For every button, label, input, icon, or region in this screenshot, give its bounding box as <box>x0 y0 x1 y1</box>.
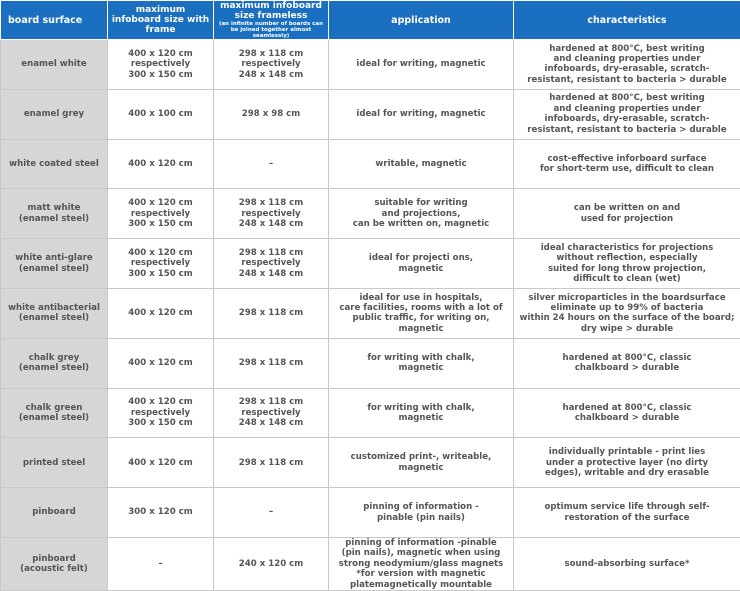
header-size-frameless <box>214 1 329 40</box>
cell-size-with-frame: 400 x 120 cm respectively 300 x 150 cm <box>108 189 214 239</box>
cell-board-surface: printed steel <box>1 438 108 488</box>
cell-characteristics: optimum service life through self- restoration of the surface <box>514 488 740 538</box>
table-row <box>1 239 740 289</box>
cell-application: for writing with chalk, magnetic <box>329 388 514 438</box>
cell-application: writable, magnetic <box>329 139 514 189</box>
cell-size-with-frame: 400 x 120 cm <box>108 338 214 388</box>
cell-characteristics: can be written on and used for projection <box>514 189 740 239</box>
cell-characteristics: sound-absorbing surface* <box>514 537 740 590</box>
table-row <box>1 388 740 438</box>
cell-board-surface: chalk grey (enamel steel) <box>1 338 108 388</box>
cell-size-with-frame: – <box>108 537 214 590</box>
cell-board-surface: white antibacterial (enamel steel) <box>1 288 108 338</box>
header-size-with-frame <box>108 1 214 40</box>
cell-characteristics: individually printable - print lies under a protective layer (no dirty edges), writable and dry erasable <box>514 438 740 488</box>
table-row <box>1 89 740 139</box>
cell-application: pinning of information - pinable (pin nails) <box>329 488 514 538</box>
table-row <box>1 438 740 488</box>
cell-characteristics: cost-effective inforboard surface for short-term use, difficult to clean <box>514 139 740 189</box>
header-board-surface: board surface <box>1 1 108 40</box>
header-size-frameless-label: maximum infoboard size frameless <box>216 1 326 21</box>
cell-size-frameless: 298 x 98 cm <box>214 89 329 139</box>
cell-size-frameless: 298 x 118 cm respectively 248 x 148 cm <box>214 40 329 90</box>
header-row <box>1 1 740 40</box>
cell-characteristics: silver microparticles in the boardsurface eliminate up to 99% of bacteria within 24 hours on the surface of the board; dry wipe > durable <box>514 288 740 338</box>
cell-size-frameless: 298 x 118 cm respectively 248 x 148 cm <box>214 388 329 438</box>
cell-characteristics: hardened at 800°C, best writing and cleaning properties under infoboards, dry-erasable, scratch- resistant, resistant to bacteria > durable <box>514 89 740 139</box>
cell-characteristics: ideal characteristics for projections without reflection, especially suited for long throw projection, difficult to clean (wet) <box>514 239 740 289</box>
cell-board-surface: chalk green (enamel steel) <box>1 388 108 438</box>
table-row <box>1 537 740 590</box>
cell-characteristics: hardened at 800°C, classic chalkboard > durable <box>514 388 740 438</box>
cell-application: ideal for use in hospitals, care facilities, rooms with a lot of public traffic, for writing on, magnetic <box>329 288 514 338</box>
header-characteristics: characteristics <box>514 1 740 40</box>
cell-size-frameless: – <box>214 139 329 189</box>
cell-size-with-frame: 400 x 120 cm <box>108 139 214 189</box>
cell-size-with-frame: 400 x 120 cm <box>108 438 214 488</box>
cell-application: for writing with chalk, magnetic <box>329 338 514 388</box>
table-row <box>1 189 740 239</box>
cell-application: ideal for writing, magnetic <box>329 40 514 90</box>
cell-size-frameless: 298 x 118 cm respectively 248 x 148 cm <box>214 239 329 289</box>
cell-size-with-frame: 400 x 120 cm <box>108 288 214 338</box>
cell-characteristics: hardened at 800°C, classic chalkboard > durable <box>514 338 740 388</box>
table-row <box>1 288 740 338</box>
cell-board-surface: pinboard (acoustic felt) <box>1 537 108 590</box>
cell-application: pinning of information -pinable (pin nails), magnetic when using strong neodymium/glass magnets *for version with magnetic platemagnetically mountable <box>329 537 514 590</box>
cell-size-with-frame: 400 x 100 cm <box>108 89 214 139</box>
cell-size-with-frame: 300 x 120 cm <box>108 488 214 538</box>
cell-size-frameless: 298 x 118 cm respectively 248 x 148 cm <box>214 189 329 239</box>
table-row <box>1 40 740 90</box>
cell-application: customized print-, writeable, magnetic <box>329 438 514 488</box>
cell-size-frameless: 298 x 118 cm <box>214 288 329 338</box>
header-application: application <box>329 1 514 40</box>
cell-board-surface: pinboard <box>1 488 108 538</box>
cell-size-with-frame: 400 x 120 cm respectively 300 x 150 cm <box>108 239 214 289</box>
cell-board-surface: enamel grey <box>1 89 108 139</box>
cell-size-frameless: 298 x 118 cm <box>214 338 329 388</box>
cell-size-frameless: 298 x 118 cm <box>214 438 329 488</box>
cell-size-frameless: 240 x 120 cm <box>214 537 329 590</box>
table-row <box>1 488 740 538</box>
cell-board-surface: matt white (enamel steel) <box>1 189 108 239</box>
cell-size-with-frame: 400 x 120 cm respectively 300 x 150 cm <box>108 40 214 90</box>
cell-board-surface: white anti-glare (enamel steel) <box>1 239 108 289</box>
cell-board-surface: enamel white <box>1 40 108 90</box>
cell-application: suitable for writing and projections, can be written on, magnetic <box>329 189 514 239</box>
cell-board-surface: white coated steel <box>1 139 108 189</box>
cell-size-frameless: – <box>214 488 329 538</box>
cell-size-with-frame: 400 x 120 cm respectively 300 x 150 cm <box>108 388 214 438</box>
header-size-with-frame-label: maximum infoboard size with frame <box>110 5 211 35</box>
table-row <box>1 338 740 388</box>
header-frameless-note: (an infinite number of boards can be joined together almost seamlessly) <box>216 21 326 39</box>
cell-application: ideal for projecti ons, magnetic <box>329 239 514 289</box>
cell-characteristics: hardened at 800°C, best writing and cleaning properties under infoboards, dry-erasable, scratch- resistant, resistant to bacteria > durable <box>514 40 740 90</box>
cell-application: ideal for writing, magnetic <box>329 89 514 139</box>
table-row <box>1 139 740 189</box>
